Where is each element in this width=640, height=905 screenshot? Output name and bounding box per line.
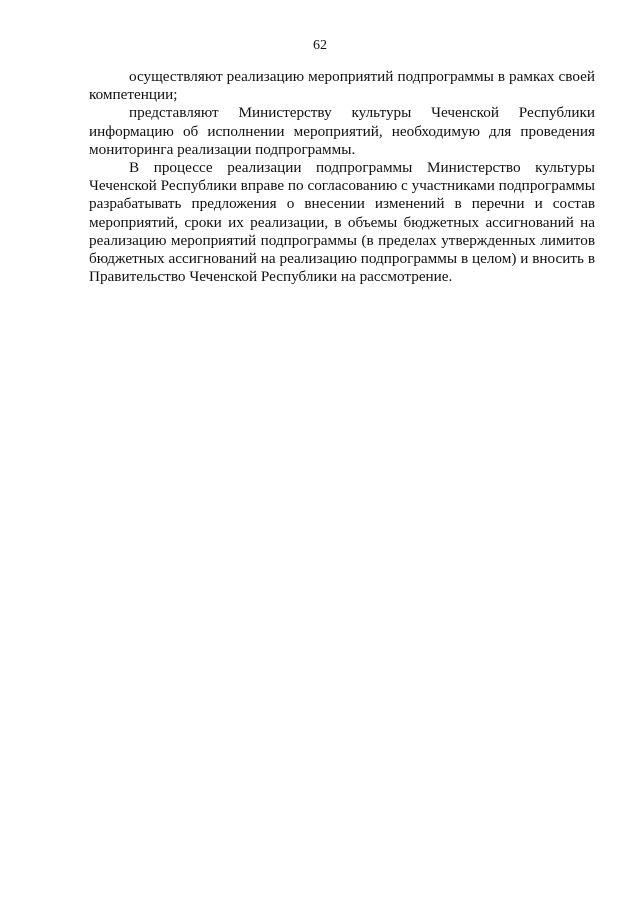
body-text — [89, 68, 595, 286]
page-number: 62 — [313, 38, 327, 53]
paragraph-competence: осуществляют реализацию мероприятий подпрограммы в рамках своей компетенции; — [89, 68, 595, 104]
paragraph-amendments: В процессе реализации подпрограммы Министерство культуры Чеченской Республики вправе по согласованию с участниками подпрограммы разрабатывать предложения о внесении изменений в перечни и состав мероприятий, сроки их реализации, в объемы бюджетных ассигнований на реализацию мероприятий подпрограммы (в пределах утвержденных лимитов бюджетных ассигнований на реализацию подпрограммы в целом) и вносить в Правительство Чеченской Республики на рассмотрение. — [89, 159, 595, 286]
paragraph-information: представляют Министерству культуры Чеченской Республики информацию об исполнении мероприятий, необходимую для проведения мониторинга реализации подпрограммы. — [89, 104, 595, 158]
